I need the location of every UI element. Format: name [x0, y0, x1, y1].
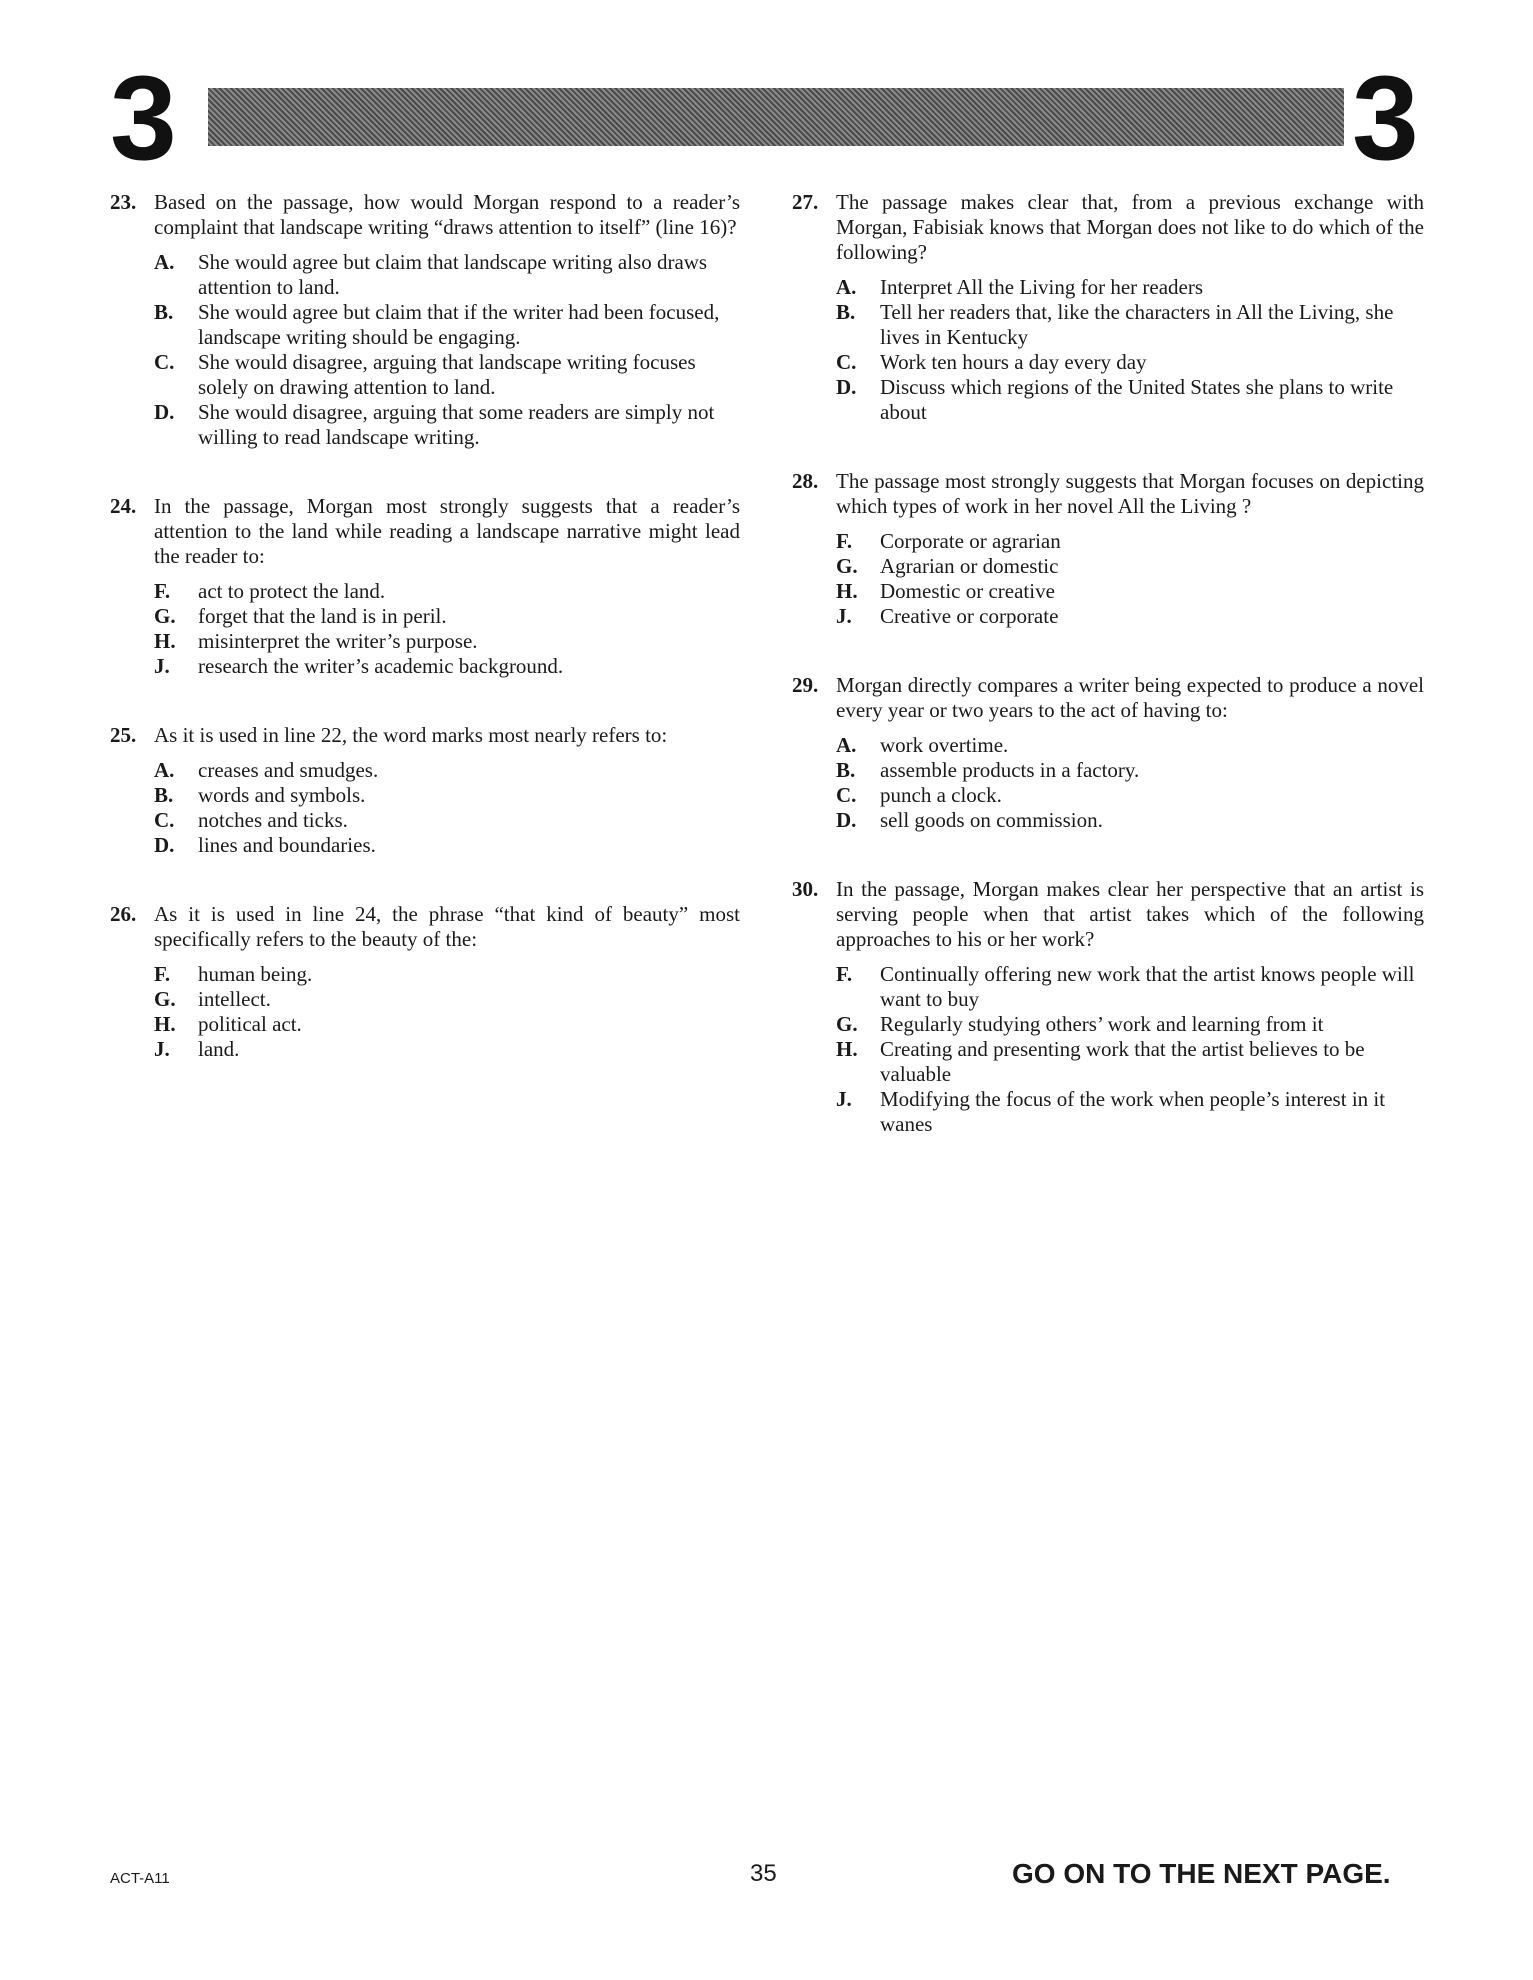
option-text: act to protect the land.	[198, 579, 386, 603]
question-stem: As it is used in line 22, the word marks most nearly refers to:	[154, 723, 668, 747]
option-text: forget that the land is in peril.	[198, 604, 447, 628]
question-number: 26.	[110, 902, 137, 926]
answer-option[interactable]	[154, 629, 740, 654]
option-letter: F.	[836, 529, 853, 553]
answer-option[interactable]	[154, 758, 740, 783]
option-letter: C.	[836, 783, 857, 807]
answer-option[interactable]	[154, 783, 740, 808]
option-letter: F.	[154, 962, 171, 986]
answer-options	[836, 275, 1424, 425]
option-text: intellect.	[198, 987, 271, 1011]
question-item	[792, 673, 1424, 833]
option-text: She would agree but claim that landscape writing also draws attention to land.	[198, 250, 708, 299]
option-letter: B.	[154, 300, 174, 324]
option-text: Modifying the focus of the work when people’s interest in it wanes	[880, 1087, 1386, 1136]
option-text: Continually offering new work that the artist knows people will want to buy	[880, 962, 1415, 1011]
answer-option[interactable]	[154, 579, 740, 604]
question-number: 29.	[792, 673, 819, 697]
answer-option[interactable]	[836, 350, 1424, 375]
question-stem: As it is used in line 24, the phrase “that kind of beauty” most specifically refers to the beauty of the:	[154, 902, 740, 951]
question-header	[110, 902, 740, 952]
option-text: Interpret All the Living for her readers	[880, 275, 1204, 299]
answer-option[interactable]	[836, 554, 1424, 579]
option-letter: G.	[154, 604, 176, 628]
option-text: Creative or corporate	[880, 604, 1059, 628]
option-text: Work ten hours a day every day	[880, 350, 1147, 374]
answer-option[interactable]	[836, 962, 1424, 1012]
option-text: research the writer’s academic background.	[198, 654, 564, 678]
question-item	[110, 723, 740, 858]
option-letter: J.	[836, 1087, 852, 1111]
option-letter: F.	[836, 962, 853, 986]
answer-option[interactable]	[154, 808, 740, 833]
option-letter: J.	[836, 604, 852, 628]
option-letter: A.	[154, 250, 175, 274]
option-letter: A.	[836, 275, 857, 299]
option-text: sell goods on commission.	[880, 808, 1103, 832]
question-stem: The passage makes clear that, from a previous exchange with Morgan, Fabisiak knows that Morgan does not like to do which of the following?	[836, 190, 1424, 264]
answer-option[interactable]	[154, 962, 740, 987]
section-banner	[208, 88, 1344, 146]
answer-option[interactable]	[154, 604, 740, 629]
next-page-notice: GO ON TO THE NEXT PAGE.	[1012, 1858, 1391, 1889]
option-letter: C.	[836, 350, 857, 374]
option-text: misinterpret the writer’s purpose.	[198, 629, 478, 653]
answer-option[interactable]	[836, 808, 1424, 833]
section-number-left: 3	[110, 51, 177, 185]
answer-option[interactable]	[154, 833, 740, 858]
question-header	[110, 190, 740, 240]
question-number: 27.	[792, 190, 819, 214]
option-text: Discuss which regions of the United States she plans to write about	[880, 375, 1394, 424]
answer-option[interactable]	[836, 733, 1424, 758]
questions-column-right	[792, 190, 1424, 1181]
option-text: She would agree but claim that if the writer had been focused, landscape writing should be engaging.	[198, 300, 720, 349]
answer-option[interactable]	[836, 783, 1424, 808]
answer-option[interactable]	[154, 654, 740, 679]
question-header	[792, 877, 1424, 952]
question-number: 23.	[110, 190, 137, 214]
question-stem: In the passage, Morgan makes clear her perspective that an artist is serving people when that artist takes which of the following approaches to his or her work?	[836, 877, 1424, 951]
answer-options	[836, 733, 1424, 833]
option-letter: H.	[154, 1012, 176, 1036]
answer-option[interactable]	[836, 604, 1424, 629]
question-header	[110, 494, 740, 569]
option-letter: A.	[836, 733, 857, 757]
option-text: She would disagree, arguing that some readers are simply not willing to read landscape writing.	[198, 400, 715, 449]
option-letter: D.	[154, 400, 175, 424]
option-letter: G.	[154, 987, 176, 1011]
question-header	[792, 190, 1424, 265]
answer-option[interactable]	[836, 1012, 1424, 1037]
answer-option[interactable]	[836, 300, 1424, 350]
option-text: She would disagree, arguing that landscape writing focuses solely on drawing attention to land.	[198, 350, 696, 399]
option-text: Tell her readers that, like the characters in All the Living, she lives in Kentucky	[880, 300, 1394, 349]
option-letter: B.	[836, 758, 856, 782]
option-text: notches and ticks.	[198, 808, 348, 832]
answer-option[interactable]	[836, 529, 1424, 554]
question-number: 24.	[110, 494, 137, 518]
question-header	[792, 469, 1424, 519]
page-number: 35	[750, 1860, 777, 1887]
answer-options	[836, 529, 1424, 629]
question-item	[792, 469, 1424, 629]
option-text: creases and smudges.	[198, 758, 379, 782]
option-text: Domestic or creative	[880, 579, 1055, 603]
question-item	[110, 494, 740, 679]
question-number: 28.	[792, 469, 819, 493]
questions-column-left	[110, 190, 740, 1106]
question-stem: The passage most strongly suggests that Morgan focuses on depicting which types of work in her novel All the Living ?	[836, 469, 1424, 518]
option-text: land.	[198, 1037, 240, 1061]
option-letter: F.	[154, 579, 171, 603]
answer-option[interactable]	[154, 400, 740, 450]
answer-option[interactable]	[154, 1037, 740, 1062]
answer-option[interactable]	[154, 300, 740, 350]
question-item	[792, 190, 1424, 425]
option-text: human being.	[198, 962, 313, 986]
option-text: lines and boundaries.	[198, 833, 376, 857]
option-letter: J.	[154, 1037, 170, 1061]
option-text: Creating and presenting work that the artist believes to be valuable	[880, 1037, 1365, 1086]
question-header	[792, 673, 1424, 723]
answer-option[interactable]	[836, 275, 1424, 300]
option-letter: H.	[836, 1037, 858, 1061]
question-item	[110, 190, 740, 450]
answer-option[interactable]	[836, 579, 1424, 604]
option-letter: H.	[836, 579, 858, 603]
answer-option[interactable]	[836, 1037, 1424, 1087]
answer-option[interactable]	[154, 1012, 740, 1037]
option-letter: B.	[836, 300, 856, 324]
answer-options	[836, 962, 1424, 1137]
option-letter: A.	[154, 758, 175, 782]
option-letter: C.	[154, 350, 175, 374]
answer-option[interactable]	[154, 350, 740, 400]
option-letter: D.	[154, 833, 175, 857]
option-letter: C.	[154, 808, 175, 832]
question-number: 30.	[792, 877, 819, 901]
option-letter: B.	[154, 783, 174, 807]
answer-option[interactable]	[836, 758, 1424, 783]
option-text: punch a clock.	[880, 783, 1002, 807]
option-letter: D.	[836, 808, 857, 832]
question-stem: Based on the passage, how would Morgan respond to a reader’s complaint that landscape writing “draws attention to itself” (line 16)?	[154, 190, 740, 239]
option-text: work overtime.	[880, 733, 1009, 757]
question-stem: In the passage, Morgan most strongly suggests that a reader’s attention to the land while reading a landscape narrative might lead the reader to:	[154, 494, 740, 568]
answer-options	[154, 579, 740, 679]
answer-option[interactable]	[836, 375, 1424, 425]
option-text: assemble products in a factory.	[880, 758, 1140, 782]
answer-option[interactable]	[836, 1087, 1424, 1137]
answer-option[interactable]	[154, 250, 740, 300]
option-letter: D.	[836, 375, 857, 399]
question-item	[792, 877, 1424, 1137]
option-text: Agrarian or domestic	[880, 554, 1059, 578]
option-letter: G.	[836, 554, 858, 578]
answer-option[interactable]	[154, 987, 740, 1012]
answer-options	[154, 250, 740, 450]
option-text: words and symbols.	[198, 783, 366, 807]
option-letter: G.	[836, 1012, 858, 1036]
option-text: Regularly studying others’ work and learning from it	[880, 1012, 1324, 1036]
answer-options	[154, 758, 740, 858]
question-header	[110, 723, 740, 748]
section-number-right: 3	[1352, 51, 1419, 185]
form-code: ACT-A11	[110, 1870, 170, 1887]
answer-options	[154, 962, 740, 1062]
option-text: political act.	[198, 1012, 302, 1036]
question-stem: Morgan directly compares a writer being expected to produce a novel every year or two years to the act of having to:	[836, 673, 1424, 722]
option-text: Corporate or agrarian	[880, 529, 1061, 553]
option-letter: J.	[154, 654, 170, 678]
question-number: 25.	[110, 723, 137, 747]
question-item	[110, 902, 740, 1062]
option-letter: H.	[154, 629, 176, 653]
